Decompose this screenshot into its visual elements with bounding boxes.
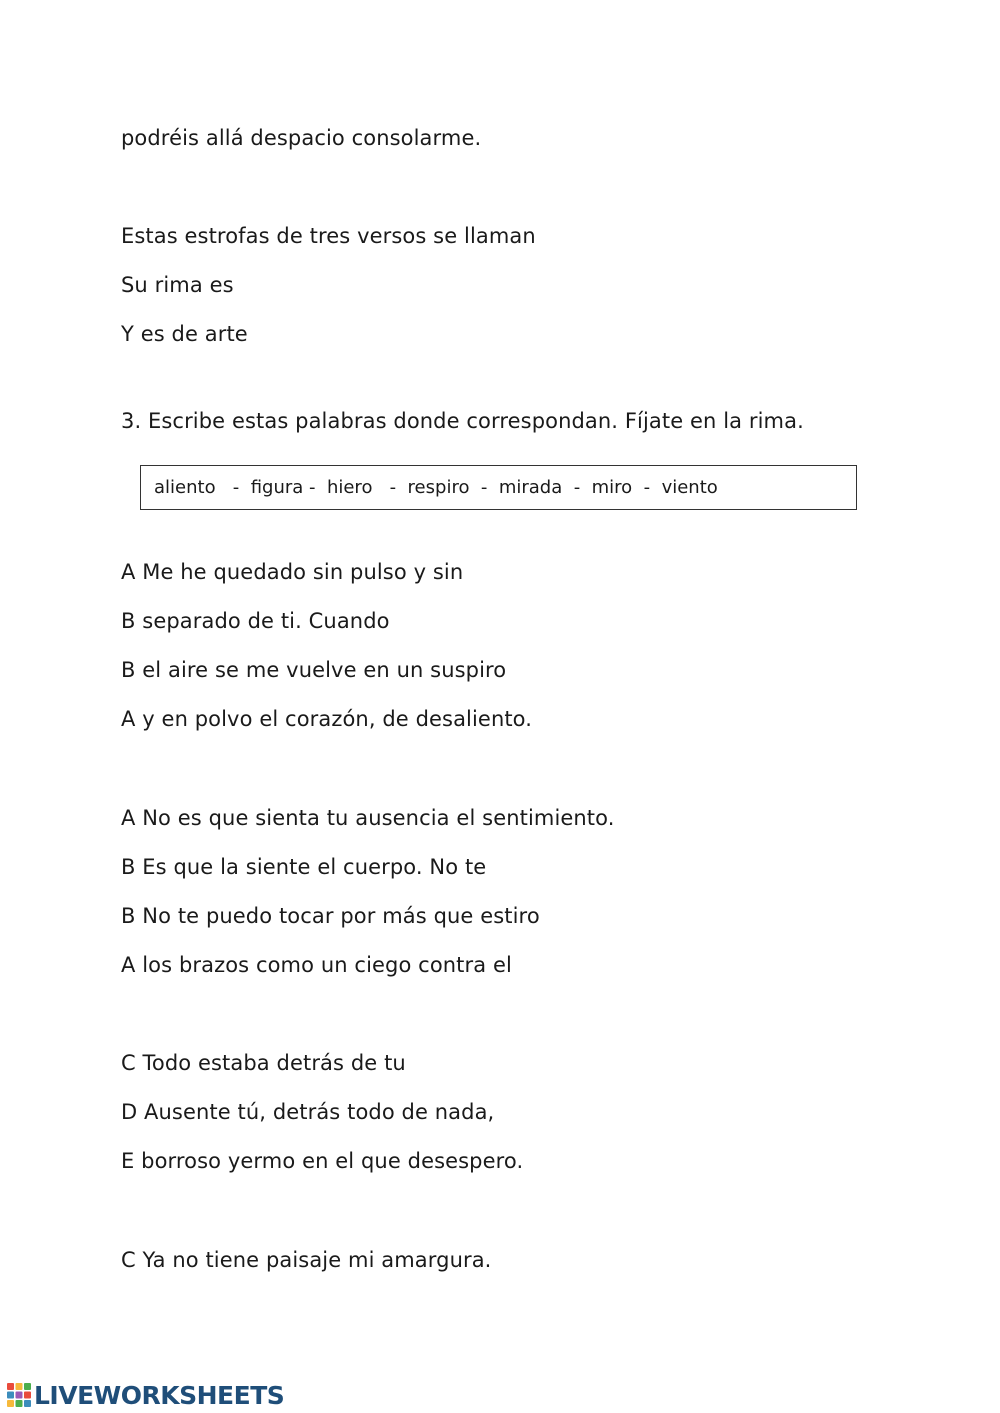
liveworksheets-logo-icon <box>6 1381 32 1409</box>
verse-line: A y en polvo el corazón, de desaliento. <box>121 707 533 731</box>
question-art: Y es de arte <box>121 322 248 346</box>
verse-line: C Todo estaba detrás de tu <box>121 1051 406 1075</box>
verse-line: B el aire se me vuelve en un suspiro <box>121 658 507 682</box>
verse-line: B separado de ti. Cuando <box>121 609 390 633</box>
footer-logo[interactable] <box>6 1379 284 1411</box>
question-strophe-name: Estas estrofas de tres versos se llaman <box>121 224 536 248</box>
verse-line: A No es que sienta tu ausencia el sentimiento. <box>121 806 615 830</box>
verse-line: E borroso yermo en el que desespero. <box>121 1149 524 1173</box>
exercise-3-instruction: 3. Escribe estas palabras donde correspondan. Fíjate en la rima. <box>121 409 804 433</box>
verse-line: C Ya no tiene paisaje mi amargura. <box>121 1248 492 1272</box>
verse-line: A Me he quedado sin pulso y sin <box>121 560 464 584</box>
word-bank-text: aliento - figura - hiero - respiro - mirada - miro - viento <box>154 477 718 498</box>
top-line: podréis allá despacio consolarme. <box>121 126 482 150</box>
verse-line: B No te puedo tocar por más que estiro <box>121 904 540 928</box>
verse-line: A los brazos como un ciego contra el <box>121 953 512 977</box>
footer-brand: LIVEWORKSHEETS <box>34 1380 285 1410</box>
verse-line: B Es que la siente el cuerpo. No te <box>121 855 487 879</box>
question-rhyme: Su rima es <box>121 273 234 297</box>
word-bank-box <box>140 465 857 510</box>
verse-line: D Ausente tú, detrás todo de nada, <box>121 1100 495 1124</box>
